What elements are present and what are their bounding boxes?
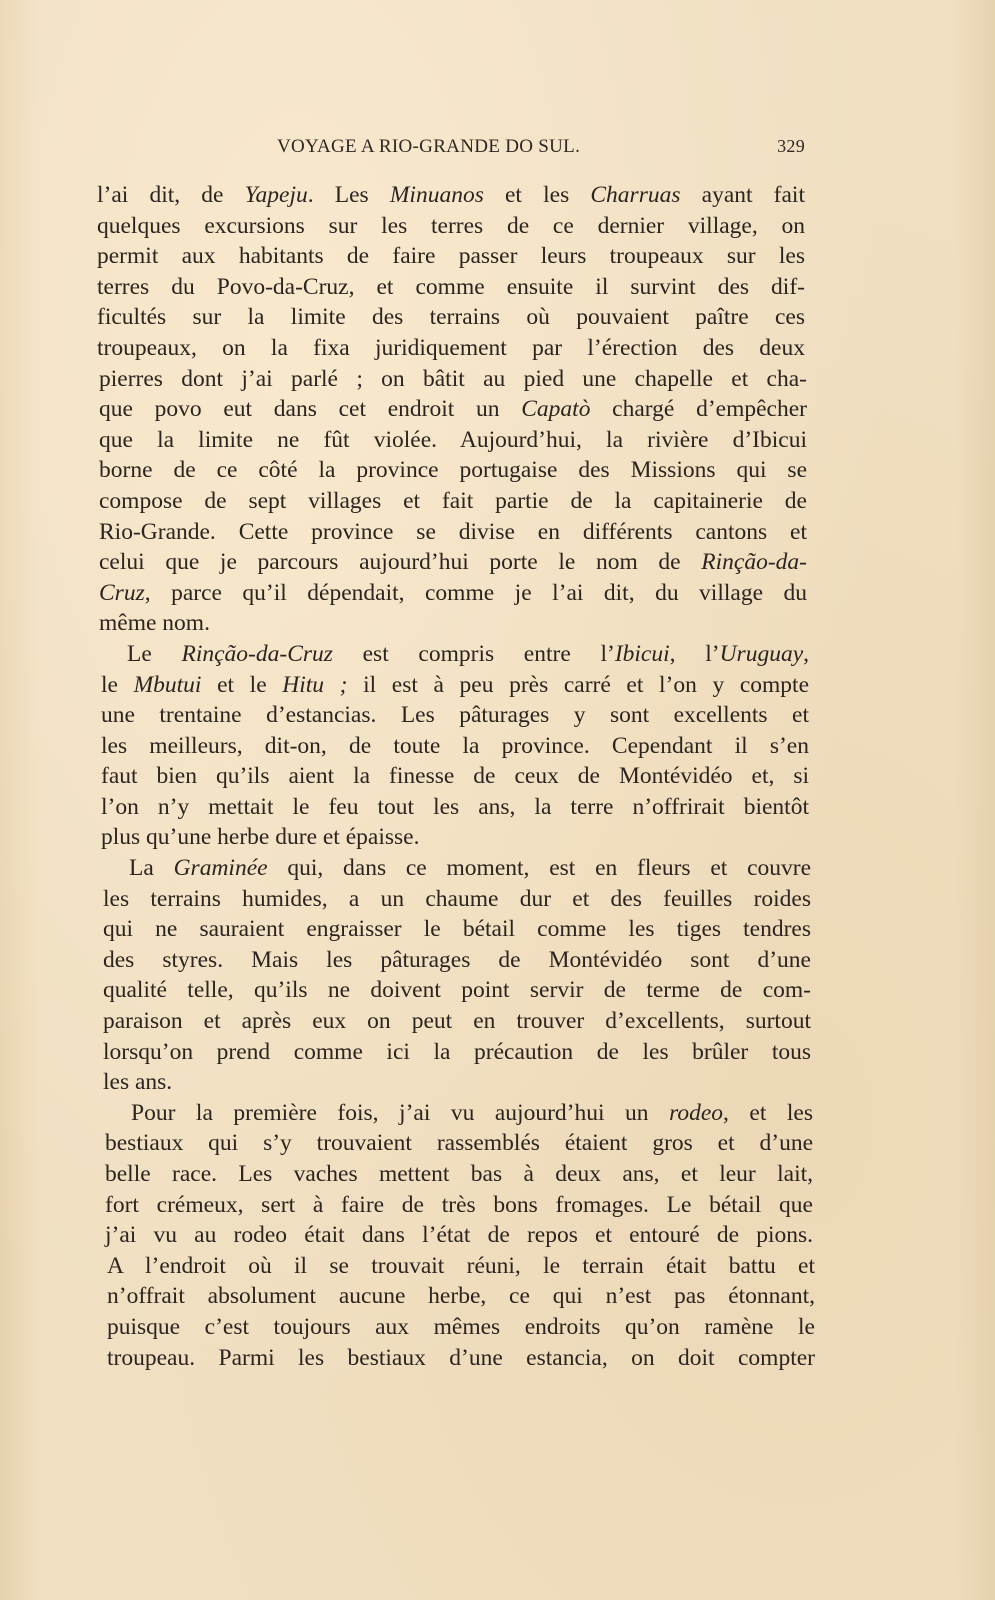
text-run: Pour la première fois, j’ai vu aujourd’hui un [131, 1099, 670, 1126]
italic-term: Rinção-da- [701, 549, 807, 576]
text-line [99, 364, 807, 395]
text-line [99, 425, 807, 456]
text-run: belle race. Les vaches mettent bas à deux ans, et leur lait, [105, 1161, 813, 1187]
text-run: j’ai vu au rodeo était dans l’état de repos et entouré de pions. [105, 1222, 813, 1249]
text-line [97, 302, 805, 333]
italic-term: Mbutui [133, 671, 202, 698]
text-run: . Les [307, 182, 390, 208]
text-line [99, 486, 807, 517]
text-run: que povo eut dans cet endroit un [99, 396, 522, 423]
italic-term: Minuanos [389, 182, 484, 208]
text-run: ficultés sur la limite des terrains où pouvaient paître ces [97, 304, 805, 331]
italic-term: rodeo [669, 1099, 724, 1126]
italic-term: Yapeju [244, 182, 308, 208]
text-line [105, 1128, 813, 1159]
text-line [97, 333, 805, 364]
text-run: borne de ce côté la province portugaise des Missions qui se [99, 457, 807, 484]
text-line [101, 761, 809, 792]
text-run: et le [201, 671, 283, 698]
text-run: qui ne sauraient engraisser le bétail comme les tiges tendres [103, 916, 811, 943]
text-run: terres du Povo-da-Cruz, et comme ensuite il survint des dif- [97, 273, 805, 300]
text-run: les meilleurs, dit-on, de toute la province. Cependant il s’en [101, 732, 809, 759]
text-run: paraison et après eux on peut en trouver d’excellents, surtout [103, 1008, 811, 1035]
text-run: est compris entre l’ [332, 640, 615, 667]
text-run: fort crémeux, sert à faire de très bons fromages. Le bétail que [105, 1191, 813, 1218]
text-run: permit aux habitants de faire passer leurs troupeaux sur les [97, 243, 805, 270]
text-run: , l’ [669, 640, 720, 667]
text-run: A l’endroit où il se trouvait réuni, le terrain était battu et [107, 1252, 815, 1279]
italic-term: Uruguay [719, 640, 804, 667]
text-line [101, 792, 809, 823]
text-line [97, 211, 805, 242]
text-line [101, 822, 809, 853]
text-run: La [129, 855, 174, 882]
text-run: il est à peu près carré et l’on y compte [347, 671, 810, 698]
text-line [99, 608, 807, 639]
text-run: lorsqu’on prend comme ici la précaution de les brûler tous [103, 1038, 811, 1065]
text-line [103, 914, 811, 945]
text-line [103, 1006, 811, 1037]
text-line [99, 394, 807, 425]
text-run: bestiaux qui s’y trouvaient rassemblés étaient gros et d’une [105, 1130, 813, 1157]
text-line [107, 1251, 815, 1282]
text-run: , parce qu’il dépendait, comme je l’ai dit, du village du [144, 579, 807, 606]
text-line [99, 455, 807, 486]
text-line [105, 1098, 813, 1129]
text-run: ayant fait [680, 182, 805, 208]
italic-term: Charruas [590, 182, 681, 208]
text-line [101, 700, 809, 731]
text-run: des styres. Mais les pâturages de Montévidéo sont d’une [103, 946, 811, 973]
italic-term: Hitu ; [282, 671, 348, 698]
text-run: que la limite ne fût violée. Aujourd’hui, la rivière d’Ibicui [99, 426, 807, 453]
text-run: chargé d’empêcher [590, 396, 807, 423]
text-line [99, 517, 807, 548]
text-run: qui, dans ce moment, est en fleurs et couvre [267, 855, 812, 882]
text-run: Rio-Grande. Cette province se divise en différents cantons et [99, 518, 807, 545]
text-line [97, 180, 805, 211]
text-run: même nom. [99, 610, 210, 637]
running-title: VOYAGE A RIO-GRANDE DO SUL. [277, 136, 581, 157]
text-run: compose de sept villages et fait partie de la capitainerie de [99, 487, 807, 514]
text-run: n’offrait absolument aucune herbe, ce qui n’est pas étonnant, [107, 1283, 815, 1310]
text-run: l’on n’y mettait le feu tout les ans, la terre n’offrirait bientôt [101, 793, 809, 820]
text-run: , [803, 640, 809, 667]
text-line [101, 670, 809, 701]
text-run: une trentaine d’estancias. Les pâturages y sont excellents et [101, 702, 809, 729]
page-number: 329 [777, 136, 805, 156]
italic-term: Ibicui [614, 640, 670, 667]
text-line [105, 1220, 813, 1251]
text-line [99, 578, 807, 609]
text-line [103, 884, 811, 915]
text-run: puisque c’est toujours aux mêmes endroits qu’on ramène le [107, 1313, 815, 1340]
text-run: faut bien qu’ils aient la finesse de ceux de Montévidéo et, si [101, 763, 809, 790]
text-run: l’ai dit, de [97, 182, 245, 208]
text-run: troupeau. Parmi les bestiaux d’une estancia, on doit compter [107, 1344, 815, 1371]
text-run: et les [483, 182, 591, 208]
italic-term: Graminée [173, 855, 268, 882]
text-run: Le [127, 640, 182, 667]
text-line [107, 1343, 815, 1374]
text-line [105, 1159, 813, 1190]
text-line [97, 272, 805, 303]
text-line [103, 975, 811, 1006]
text-run: les ans. [103, 1069, 173, 1096]
text-line [103, 1067, 811, 1098]
text-run: pierres dont j’ai parlé ; on bâtit au pied une chapelle et cha- [99, 365, 807, 392]
text-line [99, 547, 807, 578]
text-line [103, 1037, 811, 1068]
text-run: quelques excursions sur les terres de ce dernier village, on [97, 212, 805, 239]
text-run: le [101, 671, 134, 698]
text-run: plus qu’une herbe dure et épaisse. [101, 824, 420, 851]
italic-term: Rinção-da-Cruz [181, 640, 333, 667]
text-line [105, 1190, 813, 1221]
italic-term: Cruz [99, 579, 145, 606]
text-line [107, 1281, 815, 1312]
text-line [101, 639, 809, 670]
running-header [277, 136, 805, 158]
text-line [101, 731, 809, 762]
text-run: celui que je parcours aujourd’hui porte le nom de [99, 549, 702, 576]
text-run: troupeaux, on la fixa juridiquement par l’érection des deux [97, 334, 805, 361]
body-text [97, 180, 815, 1373]
text-line [103, 853, 811, 884]
text-line [103, 945, 811, 976]
text-run: , et les [723, 1099, 813, 1126]
text-run: qualité telle, qu’ils ne doivent point servir de terme de com- [103, 977, 811, 1004]
text-run: les terrains humides, a un chaume dur et des feuilles roides [103, 885, 811, 912]
text-line [107, 1312, 815, 1343]
italic-term: Capatò [521, 396, 591, 423]
text-line [97, 241, 805, 272]
